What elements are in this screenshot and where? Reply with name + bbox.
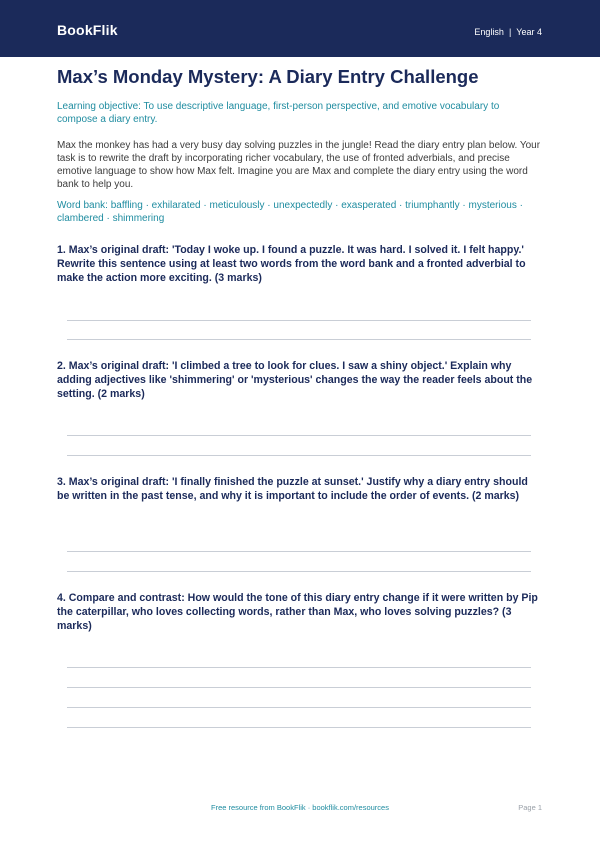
page-header xyxy=(0,0,600,57)
page-number: Page 1 xyxy=(518,803,542,812)
question-3: 3. Max’s original draft: 'I finally finished the puzzle at sunset.' Justify why a diary entry should be written in the past tense, and why it is important to include the order of events. (2 marks) xyxy=(57,476,528,502)
answer-line[interactable] xyxy=(67,435,531,436)
intro-paragraph: Max the monkey has had a very busy day solving puzzles in the jungle! Read the diary entry plan below. Your task is to rewrite the draft by incorporating richer vocabulary, the use of fronted adverbials, and precise emotive language to show how Max felt. Imagine you are Max and complete the diary entry using the word bank to help you. xyxy=(57,140,541,190)
question-4: 4. Compare and contrast: How would the tone of this diary entry change if it were written by Pip the caterpillar, who loves collecting words, rather than Max, who loves solving puzzles? (3 marks) xyxy=(57,592,538,632)
word-bank: Word bank: baffling · exhilarated · meticulously · unexpectedly · exasperated · triumphantly · mysterious · clambered · shimmering xyxy=(57,200,523,224)
answer-line[interactable] xyxy=(67,551,531,552)
answer-line[interactable] xyxy=(67,571,531,572)
question-1: 1. Max’s original draft: 'Today I woke up. I found a puzzle. It was hard. I solved it. I felt happy.' Rewrite this sentence using at least two words from the word bank and a fronted adverbial to make the action more exciting. (3 marks) xyxy=(57,244,526,284)
answer-line[interactable] xyxy=(67,727,531,728)
answer-line[interactable] xyxy=(67,339,531,340)
answer-line[interactable] xyxy=(67,707,531,708)
question-2: 2. Max’s original draft: 'I climbed a tree to look for clues. I saw a shiny object.' Explain why adding adjectives like 'shimmering' or 'mysterious' changes the way the reader feels about the setting. (2 marks) xyxy=(57,360,533,400)
answer-line[interactable] xyxy=(67,455,531,456)
page-title: Max’s Monday Mystery: A Diary Entry Challenge xyxy=(57,66,479,87)
brand-logo[interactable]: BookFlik xyxy=(57,22,118,38)
answer-line[interactable] xyxy=(67,667,531,668)
header-separator: | xyxy=(508,27,512,37)
learning-objective: Learning objective: To use descriptive language, first-person perspective, and emotive vocabulary to compose a diary entry. xyxy=(57,101,500,125)
year-label: Year 4 xyxy=(516,27,542,37)
header-meta xyxy=(474,27,542,37)
answer-line[interactable] xyxy=(67,687,531,688)
footer-resource-link[interactable]: Free resource from BookFlik · bookflik.com/resources xyxy=(211,803,389,812)
subject-label: English xyxy=(474,27,504,37)
answer-line[interactable] xyxy=(67,320,531,321)
